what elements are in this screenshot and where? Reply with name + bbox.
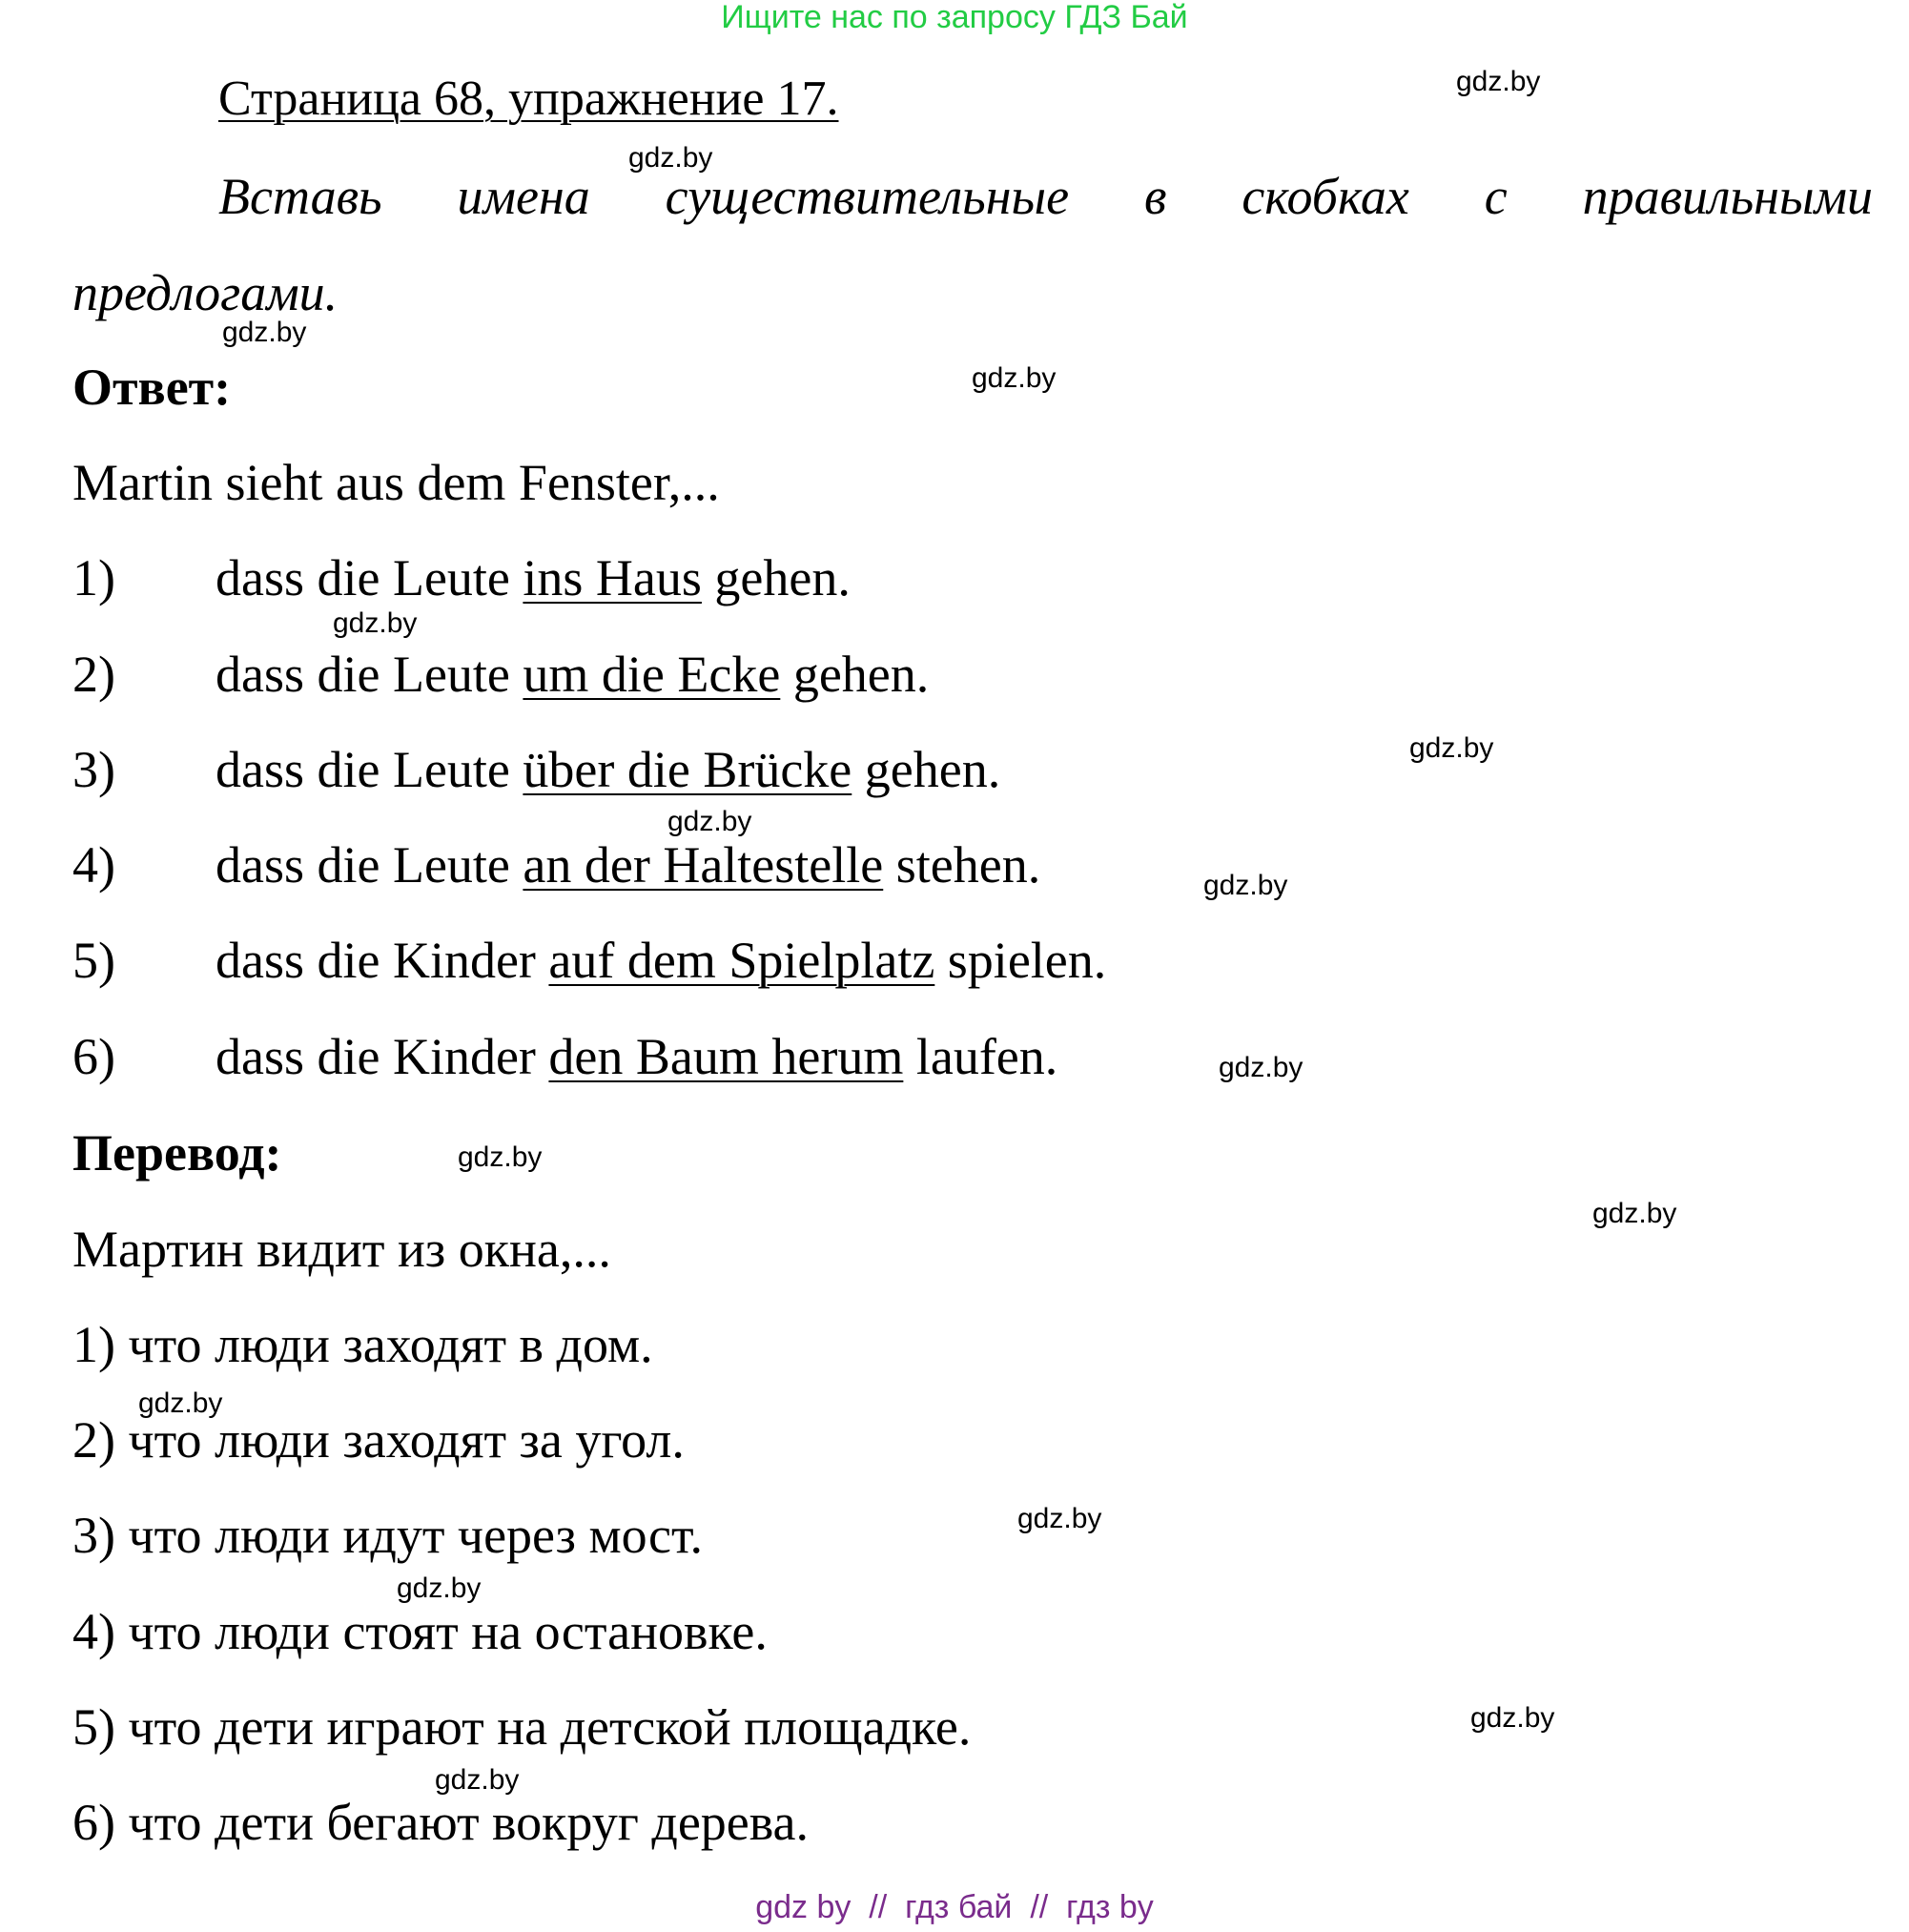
footer-links[interactable]: gdz by // гдз бай // гдз by [755,1889,1154,1925]
answer-item [216,1028,1057,1085]
answer-item-number: 6) [72,1028,115,1085]
answer-item [216,836,1040,894]
watermark: gdz.by [628,142,713,174]
answer-item [216,549,851,606]
answer-item-post: laufen. [903,1028,1058,1085]
watermark: gdz.by [333,607,418,639]
task-text-line-1: Вставь имена существительные в скобках с правильными [218,168,1873,225]
inserted-phrase: ins Haus [523,549,702,606]
answer-heading: Ответ: [72,359,232,416]
answer-item-number: 4) [72,836,115,894]
translation-item: 3) что люди идут через мост. [72,1507,704,1564]
translation-item: 4) что люди стоят на остановке. [72,1603,768,1660]
answer-item-pre: dass die Leute [216,549,523,606]
watermark: gdz.by [667,806,752,837]
watermark: gdz.by [1203,870,1288,901]
answer-item-post: gehen. [701,549,851,606]
answer-item-number: 1) [72,549,115,606]
inserted-phrase: an der Haltestelle [523,836,884,894]
answer-item-pre: dass die Kinder [216,932,549,989]
watermark: gdz.by [972,362,1057,394]
inserted-phrase: über die Brücke [523,741,852,798]
watermark: gdz.by [1219,1052,1303,1083]
watermark: gdz.by [1470,1702,1555,1734]
watermark: gdz.by [1592,1198,1677,1229]
translation-item: 2) что люди заходят за угол. [72,1411,685,1469]
answer-item-number: 2) [72,646,115,703]
answer-item-post: spielen. [934,932,1107,989]
watermark: gdz.by [435,1764,520,1796]
answer-item-post: gehen. [852,741,1001,798]
translation-heading: Перевод: [72,1124,282,1182]
answer-item-pre: dass die Kinder [216,1028,549,1085]
answer-item-pre: dass die Leute [216,836,523,894]
inserted-phrase: den Baum herum [548,1028,904,1085]
answer-intro: Martin sieht aus dem Fenster,... [72,454,720,511]
answer-item-post: stehen. [883,836,1041,894]
watermark: gdz.by [1017,1503,1102,1534]
watermark: gdz.by [1456,66,1541,97]
answer-item-post: gehen. [780,646,930,703]
task-text-line-2: предлогами. [72,264,339,321]
translation-item: 5) что дети играют на детской площадке. [72,1698,972,1756]
answer-item [216,741,1000,798]
top-banner[interactable]: Ищите нас по запросу ГДЗ Бай [721,0,1188,35]
watermark: gdz.by [458,1141,543,1173]
watermark: gdz.by [138,1387,223,1419]
watermark: gdz.by [1409,732,1494,764]
watermark: gdz.by [222,317,307,348]
page-title: Страница 68, упражнение 17. [218,72,839,126]
translation-item: 6) что дети бегают вокруг дерева. [72,1794,810,1851]
answer-item [216,646,929,703]
answer-item-number: 3) [72,741,115,798]
answer-item [216,932,1106,989]
answer-item-pre: dass die Leute [216,741,523,798]
watermark: gdz.by [397,1572,482,1604]
inserted-phrase: um die Ecke [523,646,781,703]
translation-intro: Мартин видит из окна,... [72,1221,611,1278]
answer-item-number: 5) [72,932,115,989]
translation-item: 1) что люди заходят в дом. [72,1316,653,1373]
answer-item-pre: dass die Leute [216,646,523,703]
inserted-phrase: auf dem Spielplatz [548,932,935,989]
